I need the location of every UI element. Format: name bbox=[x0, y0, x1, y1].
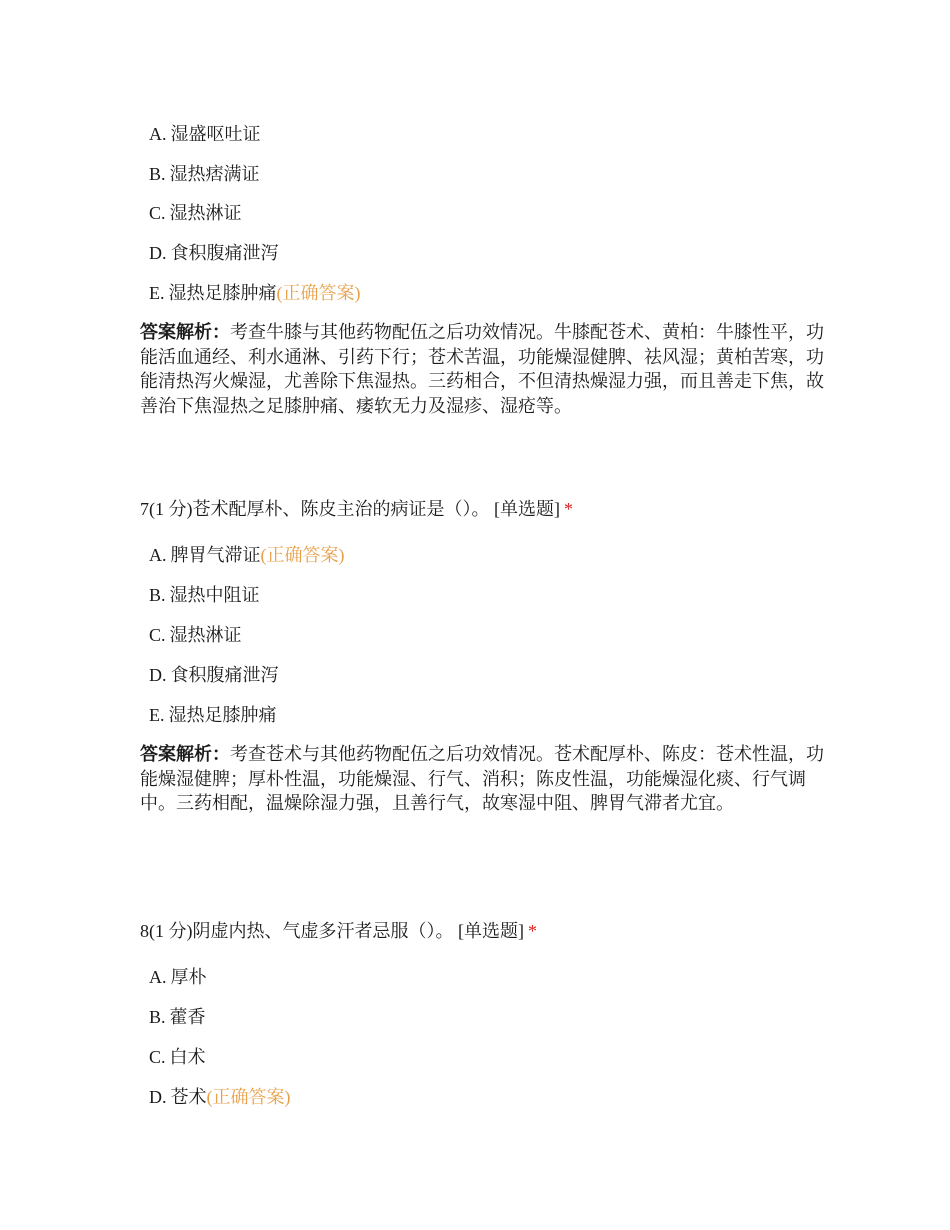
option-letter: C. bbox=[149, 1047, 166, 1067]
q8-title bbox=[140, 919, 537, 943]
q8-option-b bbox=[149, 1005, 206, 1029]
option-letter: C. bbox=[149, 625, 166, 645]
analysis-text: 考查苍术与其他药物配伍之后功效情况。苍术配厚朴、陈皮：苍术性温，功能燥湿健脾；厚朴性温，功能燥湿、行气、消积；陈皮性温，功能燥湿化痰、行气调中。三药相配，温燥除湿力强，且善行气，故寒湿中阻、脾胃气滞者尤宜。 bbox=[140, 744, 824, 814]
q8-option-c bbox=[149, 1045, 206, 1069]
option-text: 湿热中阻证 bbox=[169, 585, 260, 605]
required-mark: * bbox=[563, 499, 573, 519]
option-text: 食积腹痛泄泻 bbox=[170, 665, 279, 685]
q7-option-d bbox=[149, 663, 279, 687]
option-letter: A. bbox=[149, 967, 167, 987]
option-letter: E. bbox=[149, 705, 165, 725]
correct-answer-mark: (正确答案) bbox=[260, 545, 345, 565]
q6-option-d bbox=[149, 241, 279, 265]
option-letter: B. bbox=[149, 585, 166, 605]
option-text: 脾胃气滞证 bbox=[170, 545, 261, 565]
option-text: 藿香 bbox=[169, 1007, 206, 1027]
q7-option-c bbox=[149, 623, 242, 647]
option-text: 白术 bbox=[169, 1047, 206, 1067]
q6-option-c bbox=[149, 201, 242, 225]
required-mark: * bbox=[527, 921, 537, 941]
option-text: 湿热足膝肿痛 bbox=[168, 283, 277, 303]
q7-title bbox=[140, 497, 573, 521]
question-title-text: 8(1 分)阴虚内热、气虚多汗者忌服（）。 [单选题] bbox=[140, 921, 524, 941]
option-text: 食积腹痛泄泻 bbox=[170, 243, 279, 263]
option-letter: E. bbox=[149, 283, 165, 303]
q8-option-d bbox=[149, 1085, 291, 1109]
option-text: 厚朴 bbox=[170, 967, 207, 987]
option-text: 苍术 bbox=[170, 1087, 207, 1107]
option-letter: A. bbox=[149, 124, 167, 144]
option-text: 湿盛呕吐证 bbox=[170, 124, 261, 144]
q7-option-e bbox=[149, 703, 277, 727]
option-letter: D. bbox=[149, 243, 167, 263]
option-letter: D. bbox=[149, 665, 167, 685]
q6-option-e bbox=[149, 281, 361, 305]
option-text: 湿热淋证 bbox=[169, 625, 242, 645]
option-letter: B. bbox=[149, 164, 166, 184]
option-text: 湿热足膝肿痛 bbox=[168, 705, 277, 725]
q7-option-b bbox=[149, 583, 260, 607]
option-letter: B. bbox=[149, 1007, 166, 1027]
q6-option-a bbox=[149, 122, 261, 146]
analysis-label: 答案解析： bbox=[140, 322, 230, 343]
q6-answer-analysis bbox=[140, 321, 830, 419]
option-letter: A. bbox=[149, 545, 167, 565]
question-title-text: 7(1 分)苍术配厚朴、陈皮主治的病证是（）。 [单选题] bbox=[140, 499, 560, 519]
analysis-text: 考查牛膝与其他药物配伍之后功效情况。牛膝配苍术、黄柏：牛膝性平，功能活血通经、利水通淋、引药下行；苍术苦温，功能燥湿健脾、祛风湿；黄柏苦寒，功能清热泻火燥湿，尤善除下焦湿热。三药相合，不但清热燥湿力强，而且善走下焦，故善治下焦湿热之足膝肿痛、痿软无力及湿疹、湿疮等。 bbox=[140, 322, 824, 417]
q7-answer-analysis bbox=[140, 743, 830, 817]
option-letter: D. bbox=[149, 1087, 167, 1107]
option-text: 湿热痞满证 bbox=[169, 164, 260, 184]
q7-option-a bbox=[149, 543, 345, 567]
q8-option-a bbox=[149, 965, 207, 989]
correct-answer-mark: (正确答案) bbox=[206, 1087, 291, 1107]
analysis-label: 答案解析： bbox=[140, 744, 230, 765]
q6-option-b bbox=[149, 162, 260, 186]
option-text: 湿热淋证 bbox=[169, 203, 242, 223]
correct-answer-mark: (正确答案) bbox=[276, 283, 361, 303]
option-letter: C. bbox=[149, 203, 166, 223]
